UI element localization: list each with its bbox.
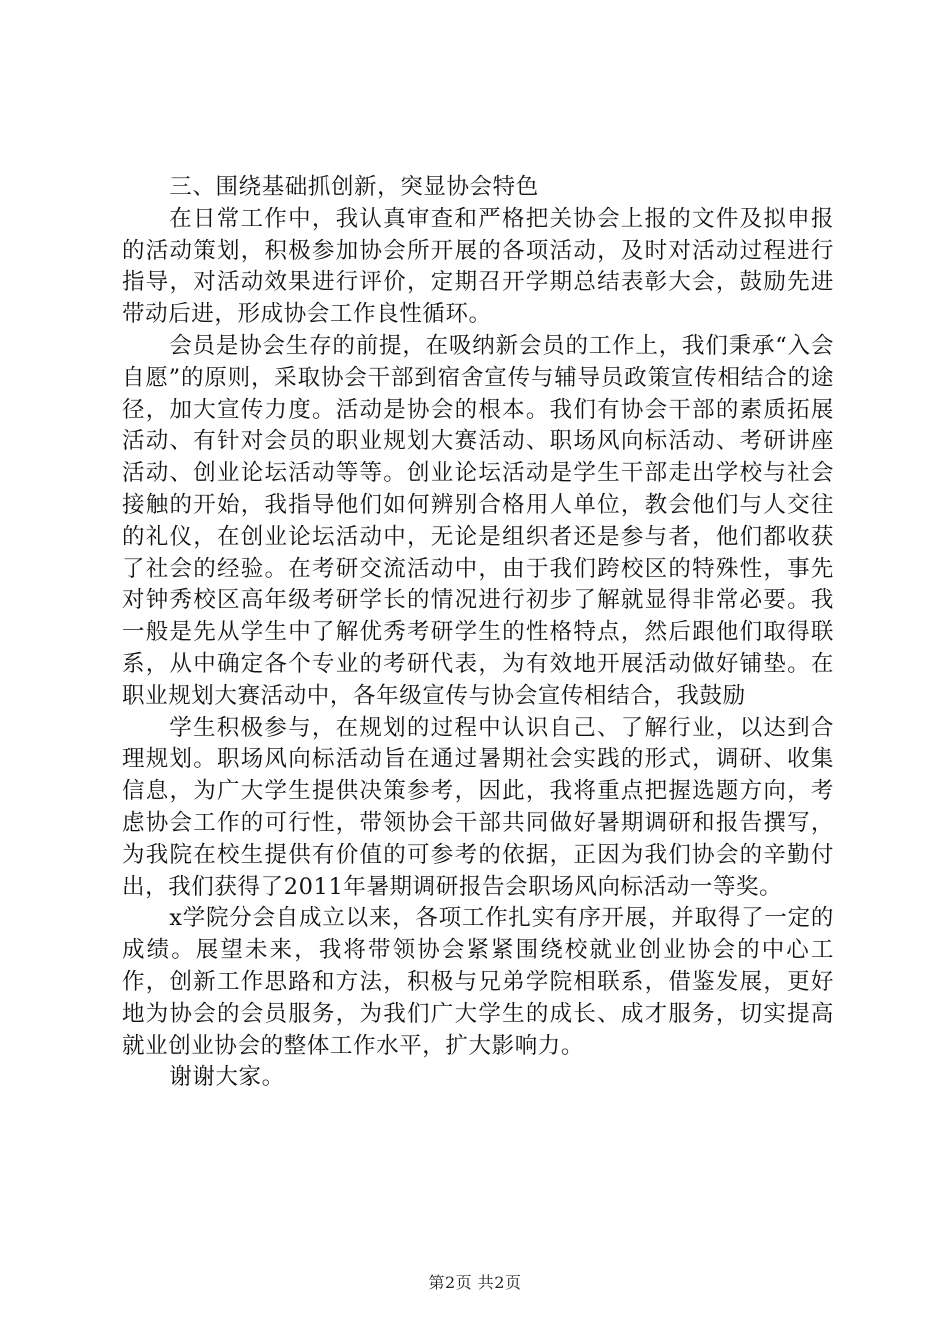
paragraph-daily-work: 在日常工作中，我认真审查和严格把关协会上报的文件及拟申报的活动策划，积极参加协会所开展的各项活动，及时对活动过程进行指导，对活动效果进行评价，定期召开学期总结表彰大会，鼓励先进带动后进，形成协会工作良性循环。	[122, 205, 834, 328]
document-body	[122, 172, 834, 1094]
paragraph-members-activities: 会员是协会生存的前提，在吸纳新会员的工作上，我们秉承“入会自愿”的原则，采取协会干部到宿舍宣传与辅导员政策宣传相结合的途径，加大宣传力度。活动是协会的根本。我们有协会干部的素质拓展活动、有针对会员的职业规划大赛活动、职场风向标活动、考研讲座活动、创业论坛活动等等。创业论坛活动是学生干部走出学校与社会接触的开始，我指导他们如何辨别合格用人单位，教会他们与人交往的礼仪，在创业论坛活动中，无论是组织者还是参与者，他们都收获了社会的经验。在考研交流活动中，由于我们跨校区的特殊性，事先对钟秀校区高年级考研学长的情况进行初步了解就显得非常必要。我一般是先从学生中了解优秀考研学生的性格特点，然后跟他们取得联系，从中确定各个专业的考研代表，为有效地开展活动做好铺垫。在职业规划大赛活动中，各年级宣传与协会宣传相结合，我鼓励	[122, 332, 834, 709]
paragraph-closing: 谢谢大家。	[169, 1064, 285, 1091]
page-number-footer: 第2页 共2页	[428, 1273, 522, 1292]
section-heading: 三、围绕基础抓创新，突显协会特色	[169, 174, 539, 200]
paragraph-students-participation: 学生积极参与，在规划的过程中认识自己、了解行业，以达到合理规划。职场风向标活动旨在通过暑期社会实践的形式，调研、收集信息，为广大学生提供决策参考，因此，我将重点把握选题方向，考虑协会工作的可行性，带领协会干部共同做好暑期调研和报告撰写，为我院在校生提供有价值的可参考的依据，正因为我们协会的辛勤付出，我们获得了2011年暑期调研报告会职场风向标活动一等奖。	[122, 714, 834, 900]
paragraph-outlook: x学院分会自成立以来，各项工作扎实有序开展，并取得了一定的成绩。展望未来，我将带领协会紧紧围绕校就业创业协会的中心工作，创新工作思路和方法，积极与兄弟学院相联系，借鉴发展，更好地为协会的会员服务，为我们广大学生的成长、成才服务，切实提高就业创业协会的整体工作水平，扩大影响力。	[122, 905, 834, 1059]
